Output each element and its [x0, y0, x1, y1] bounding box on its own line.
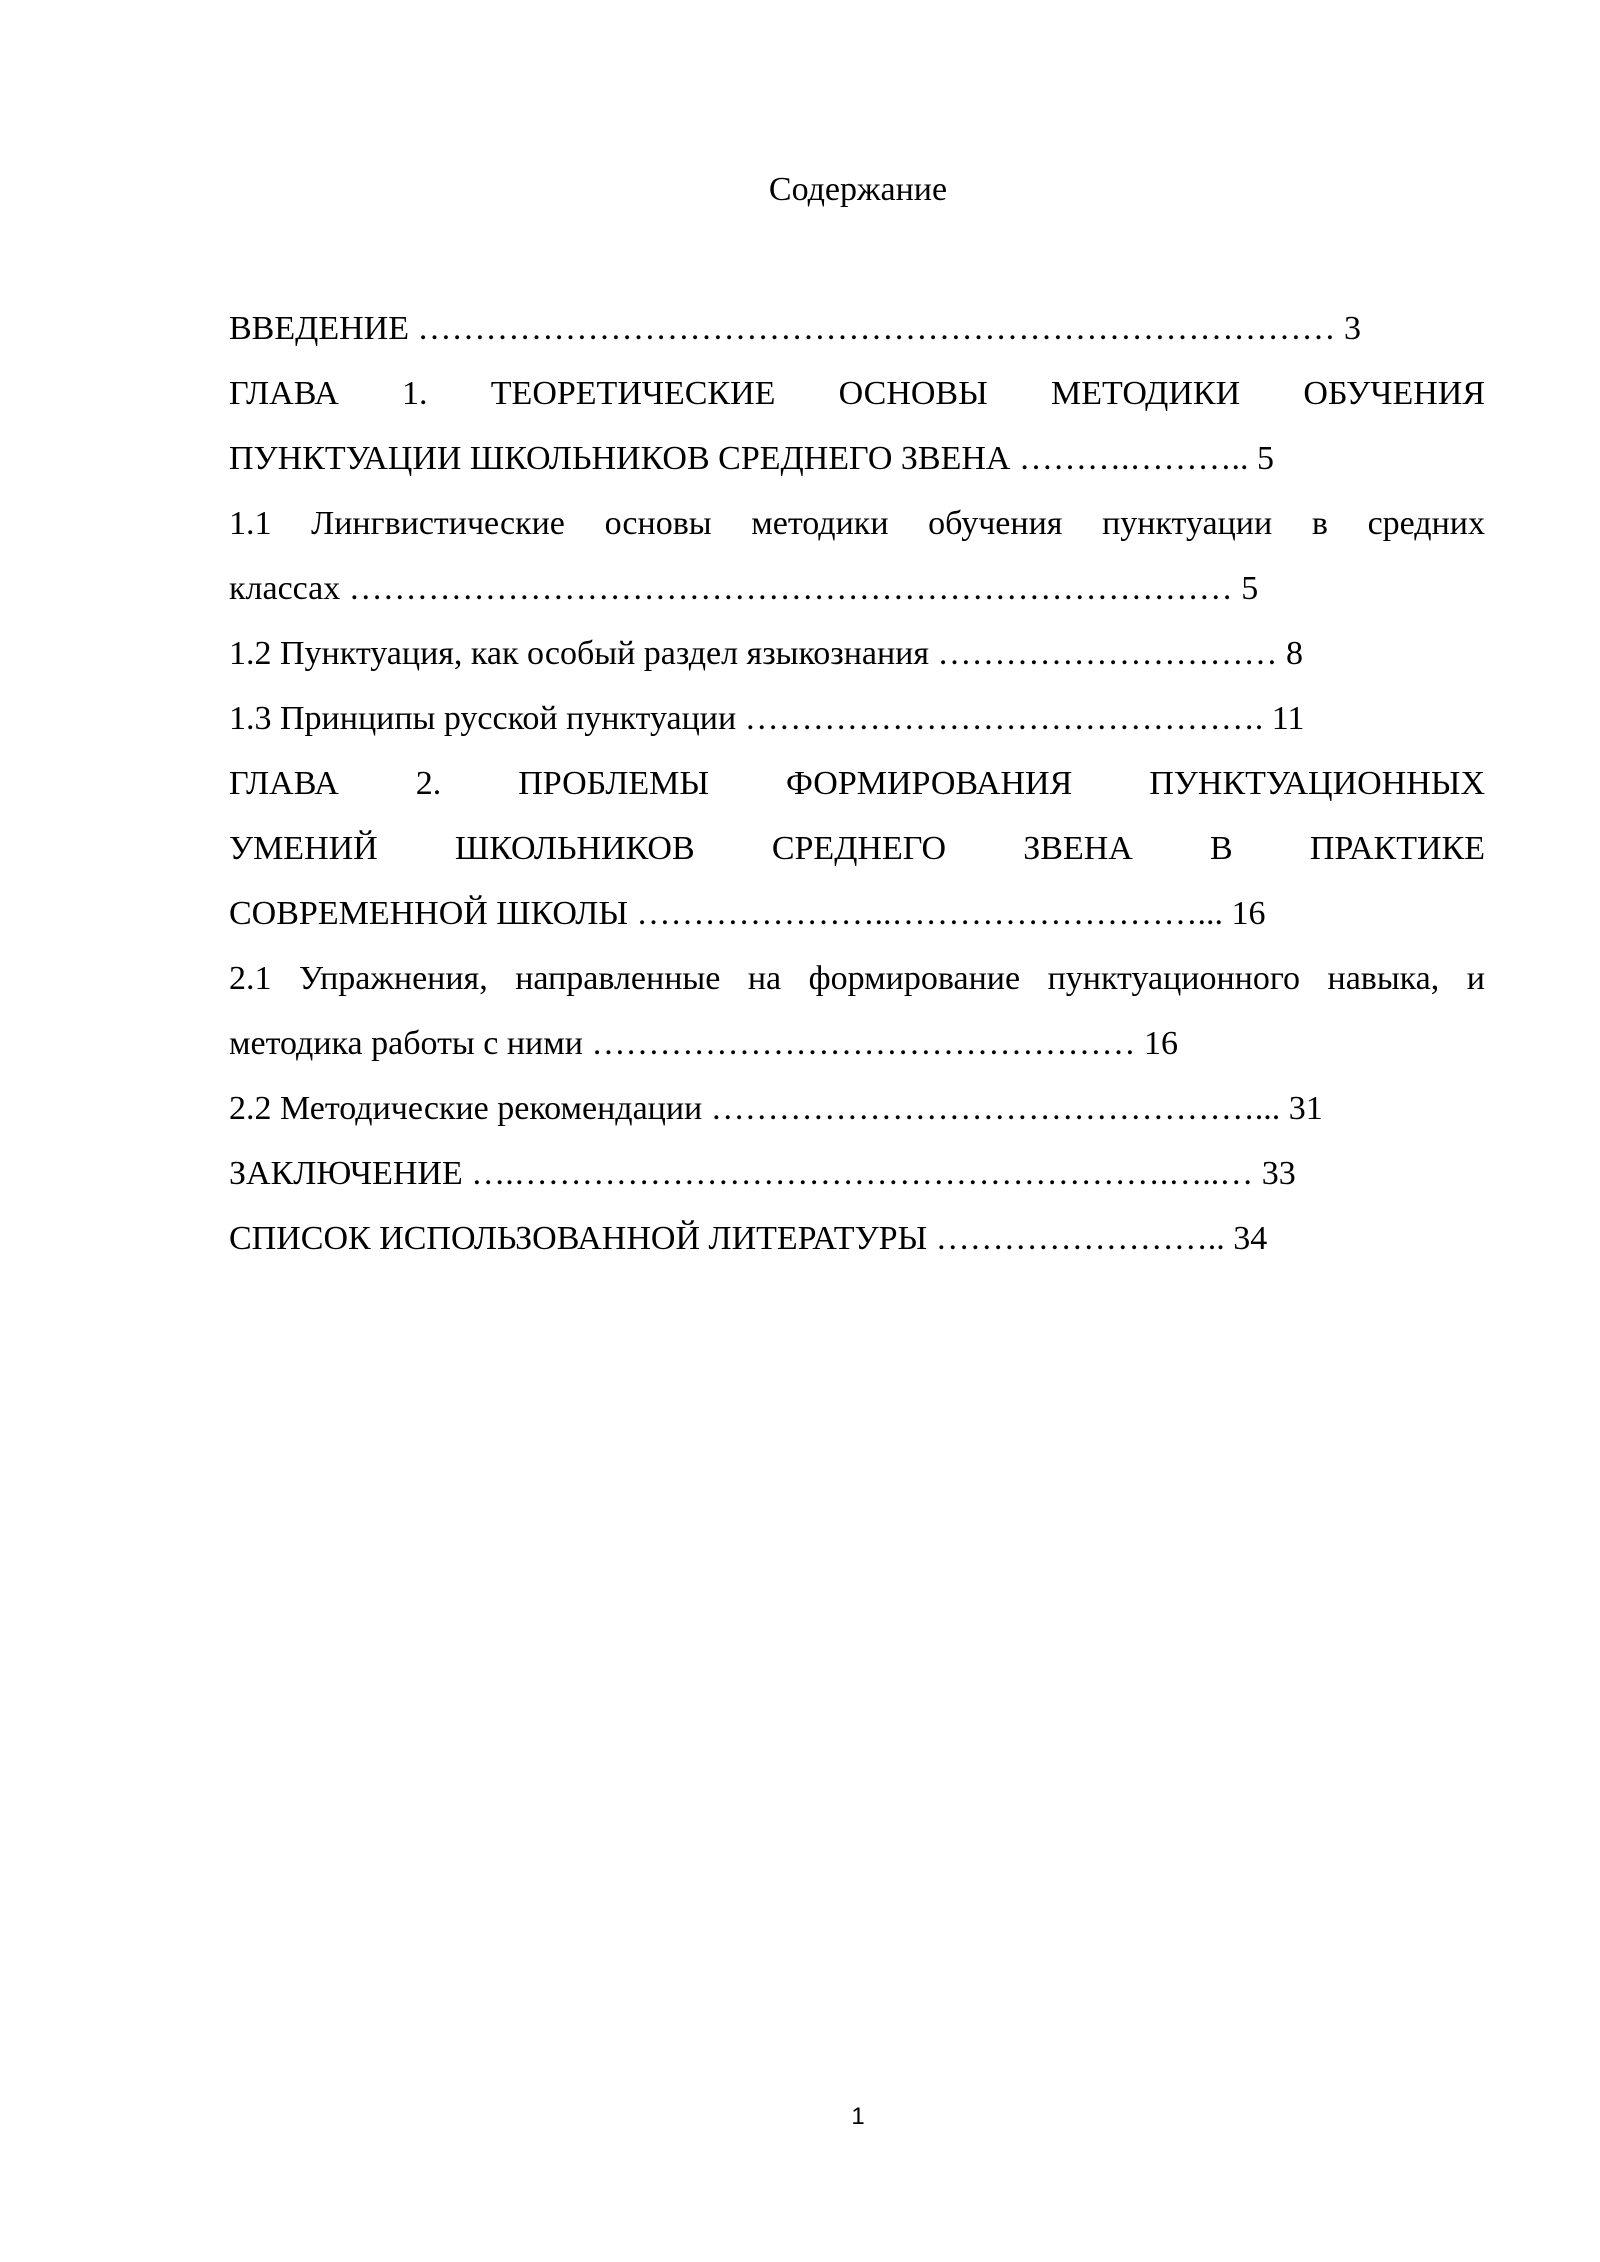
toc-line: 1.1 Лингвистические основы методики обучения пунктуации в средних [229, 505, 1485, 542]
toc-entry-conclusion[interactable] [229, 1141, 1485, 1206]
toc-line: СПИСОК ИСПОЛЬЗОВАННОЙ ЛИТЕРАТУРЫ …………………….. 34 [229, 1220, 1268, 1257]
toc-entry-intro[interactable] [229, 296, 1485, 361]
toc-line: 2.1 Упражнения, направленные на формирование пунктуационного навыка, и [229, 960, 1485, 997]
toc-line: УМЕНИЙ ШКОЛЬНИКОВ СРЕДНЕГО ЗВЕНА В ПРАКТИКЕ [229, 830, 1485, 867]
toc-entry-chapter-2[interactable] [229, 751, 1485, 946]
toc-line: ПУНКТУАЦИИ ШКОЛЬНИКОВ СРЕДНЕГО ЗВЕНА ……….……….. 5 [229, 440, 1274, 477]
toc-entry-section-2-1[interactable] [229, 946, 1485, 1076]
toc-line: классах …………………………………………………………………… 5 [229, 570, 1259, 607]
toc-line: ГЛАВА 2. ПРОБЛЕМЫ ФОРМИРОВАНИЯ ПУНКТУАЦИОННЫХ [229, 765, 1485, 802]
toc-line: 1.3 Принципы русской пунктуации ………………………………………. 11 [229, 700, 1305, 737]
toc-line: 1.2 Пунктуация, как особый раздел языкознания ………………………… 8 [229, 635, 1304, 672]
toc-entry-section-1-1[interactable] [229, 491, 1485, 621]
toc-line: СОВРЕМЕННОЙ ШКОЛЫ …………………..………………………... 16 [229, 895, 1266, 932]
page-title: Содержание [768, 171, 948, 208]
toc-entry-section-2-2[interactable] [229, 1076, 1485, 1141]
table-of-contents [229, 296, 1485, 1271]
toc-entry-section-1-3[interactable] [229, 686, 1485, 751]
toc-line: 2.2 Методические рекомендации …………………………………………... 31 [229, 1090, 1323, 1127]
toc-line: ВВЕДЕНИЕ ……………………………………………………………………… 3 [229, 310, 1361, 347]
toc-line: ГЛАВА 1. ТЕОРЕТИЧЕСКИЕ ОСНОВЫ МЕТОДИКИ ОБУЧЕНИЯ [229, 375, 1485, 412]
toc-entry-chapter-1[interactable] [229, 361, 1485, 491]
page-number: 1 [851, 2103, 865, 2130]
toc-line: ЗАКЛЮЧЕНИЕ ….………………………………………………….…..… 33 [229, 1155, 1296, 1192]
toc-entry-section-1-2[interactable] [229, 621, 1485, 686]
toc-entry-bibliography[interactable] [229, 1206, 1485, 1271]
toc-line: методика работы с ними ………………………………………… 16 [229, 1025, 1178, 1062]
